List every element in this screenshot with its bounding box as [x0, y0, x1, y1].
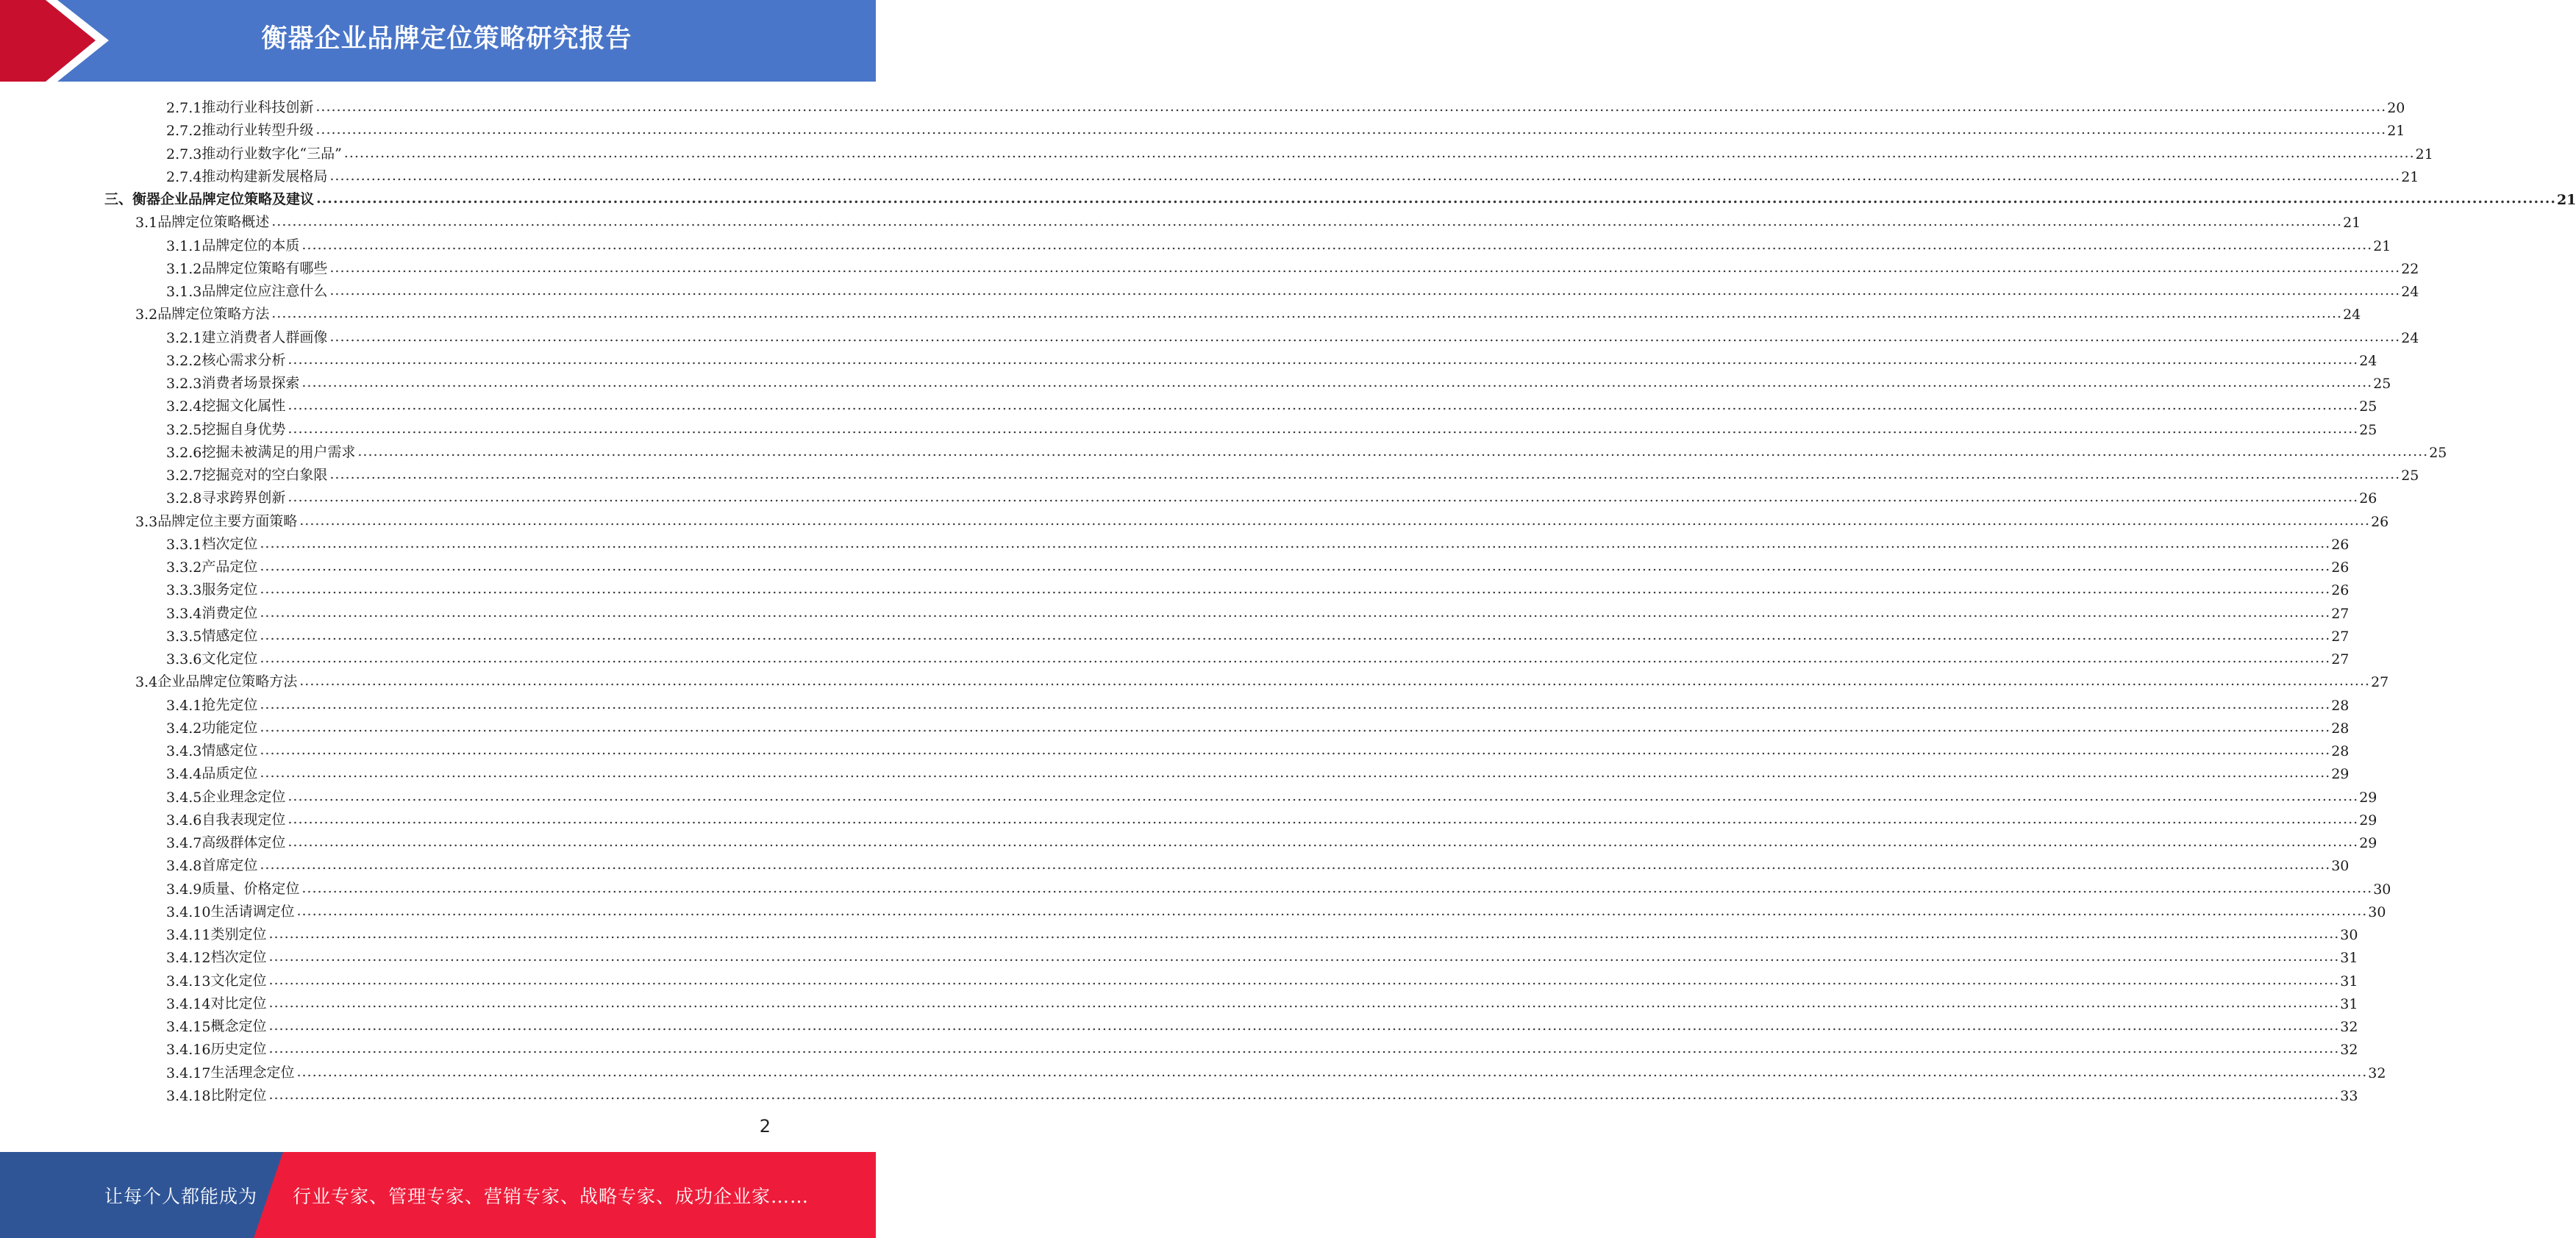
- toc-entry[interactable]: [166, 392, 2377, 415]
- toc-entry-title: 品牌定位的本质: [201, 237, 300, 254]
- toc-entry-title: 情感定位: [201, 743, 258, 759]
- toc-dot-leader: ................................................................................................................................................................................................................................................................................................................................................................................................................: [268, 926, 2340, 942]
- toc-entry[interactable]: [166, 759, 2350, 783]
- toc-dot-leader: ................................................................................................................................................................................................................................................................................................................................................................................................................: [343, 144, 2415, 161]
- toc-entry-number: 3.2.1: [166, 329, 202, 346]
- toc-entry[interactable]: [166, 967, 2358, 990]
- toc-entry-page: 28: [2331, 743, 2350, 759]
- toc-dot-leader: ................................................................................................................................................................................................................................................................................................................................................................................................................: [260, 581, 2331, 598]
- toc-entry-title: 生活理念定位: [210, 1064, 295, 1081]
- toc-entry-number: 3.4.6: [166, 812, 202, 829]
- toc-entry-number: 3.4.16: [166, 1042, 211, 1059]
- toc-entry-number: 3.4.3: [166, 743, 202, 759]
- toc-dot-leader: ................................................................................................................................................................................................................................................................................................................................................................................................................: [260, 650, 2331, 666]
- toc-entry-title: 品牌定位主要方面策略: [157, 512, 298, 529]
- toc-entry[interactable]: [166, 232, 2391, 254]
- toc-entry-title: 历史定位: [210, 1041, 267, 1058]
- toc-entry-page: 28: [2331, 720, 2350, 737]
- toc-entry-number: 2.7.4: [166, 168, 202, 185]
- toc-entry-number: 3.3.1: [166, 536, 202, 553]
- toc-entry-title: 推动行业转型升级: [201, 122, 314, 139]
- toc-dot-leader: ................................................................................................................................................................................................................................................................................................................................................................................................................: [260, 742, 2331, 758]
- toc-entry-page: 21: [2556, 192, 2576, 208]
- toc-dot-leader: ................................................................................................................................................................................................................................................................................................................................................................................................................: [268, 994, 2340, 1011]
- toc-dot-leader: ................................................................................................................................................................................................................................................................................................................................................................................................................: [260, 558, 2331, 574]
- footer-slogan-left: 让每个人都能成为: [104, 1186, 258, 1207]
- toc-entry-page: 20: [2387, 100, 2405, 116]
- toc-entry-number: 3.2.5: [166, 421, 202, 438]
- toc-entry-number: 3.1.3: [166, 284, 202, 300]
- toc-entry-page: 24: [2343, 307, 2361, 323]
- toc-entry[interactable]: [166, 140, 2433, 162]
- toc-entry-title: 消费定位: [201, 604, 258, 621]
- toc-dot-leader: ................................................................................................................................................................................................................................................................................................................................................................................................................: [315, 121, 2387, 138]
- toc-entry-title: 挖掘未被满足的用户需求: [201, 443, 356, 460]
- toc-entry[interactable]: [166, 415, 2377, 438]
- toc-entry[interactable]: [166, 920, 2358, 943]
- toc-entry[interactable]: [166, 277, 2419, 300]
- toc-entry[interactable]: [166, 943, 2358, 967]
- toc-entry[interactable]: [104, 185, 2576, 208]
- toc-entry-page: 21: [2401, 168, 2419, 185]
- toc-entry[interactable]: [166, 851, 2350, 875]
- toc-entry-page: 29: [2359, 812, 2377, 829]
- toc-dot-leader: ................................................................................................................................................................................................................................................................................................................................................................................................................: [296, 1063, 2368, 1080]
- toc-entry-title: 情感定位: [201, 627, 258, 644]
- toc-entry-title: 挖掘文化属性: [201, 398, 286, 415]
- toc-entry-title: 功能定位: [201, 719, 258, 736]
- toc-entry-number: 3.1: [135, 215, 158, 232]
- toc-entry-number: 3.1.1: [166, 237, 202, 254]
- toc-dot-leader: ................................................................................................................................................................................................................................................................................................................................................................................................................: [357, 443, 2429, 459]
- toc-entry-number: 3.4.17: [166, 1065, 211, 1081]
- toc-entry-page: 26: [2359, 490, 2377, 507]
- toc-entry[interactable]: [166, 714, 2350, 737]
- toc-entry-page: 26: [2371, 513, 2389, 530]
- toc-entry[interactable]: [166, 990, 2358, 1012]
- toc-entry-page: 30: [2373, 881, 2391, 898]
- toc-entry-page: 25: [2373, 376, 2391, 392]
- toc-entry-page: 30: [2331, 858, 2350, 875]
- toc-entry-page: 22: [2401, 260, 2419, 277]
- toc-entry-title: 品牌定位策略方法: [157, 306, 270, 323]
- toc-entry-title: 品牌定位策略概述: [157, 214, 270, 231]
- toc-entry-number: 3.4: [135, 674, 158, 691]
- toc-entry-number: 2.7.2: [166, 123, 202, 140]
- toc-dot-leader: ................................................................................................................................................................................................................................................................................................................................................................................................................: [260, 626, 2331, 643]
- toc-dot-leader: ................................................................................................................................................................................................................................................................................................................................................................................................................: [288, 834, 2359, 850]
- toc-entry-number: 3.3.6: [166, 651, 202, 668]
- toc-entry-title: 推动构建新发展格局: [201, 168, 328, 185]
- toc-entry-page: 31: [2340, 995, 2358, 1012]
- toc-entry-page: 28: [2331, 697, 2350, 714]
- toc-entry-title: 档次定位: [201, 535, 258, 552]
- toc-entry-number: 3.4.15: [166, 1019, 211, 1035]
- toc-dot-leader: ................................................................................................................................................................................................................................................................................................................................................................................................................: [260, 604, 2331, 620]
- toc-entry-number: 3.1.2: [166, 260, 202, 277]
- toc-dot-leader: ................................................................................................................................................................................................................................................................................................................................................................................................................: [268, 971, 2340, 988]
- toc-entry-page: 27: [2331, 651, 2350, 668]
- toc-entry-page: 32: [2340, 1042, 2358, 1059]
- toc-entry-number: 3.4.1: [166, 697, 202, 714]
- toc-entry-title: 质量、价格定位: [201, 880, 300, 897]
- toc-entry-page: 32: [2368, 1065, 2386, 1081]
- toc-entry-title: 高级群体定位: [201, 834, 286, 851]
- toc-entry[interactable]: [166, 162, 2419, 185]
- toc-entry-number: 3.4.7: [166, 835, 202, 851]
- toc-entry-number: 2.7.3: [166, 146, 202, 162]
- toc-entry-title: 产品定位: [201, 559, 258, 575]
- toc-entry[interactable]: [166, 829, 2377, 851]
- toc-entry-page: 25: [2401, 468, 2419, 484]
- toc-dot-leader: ................................................................................................................................................................................................................................................................................................................................................................................................................: [316, 190, 2556, 207]
- report-title: 衡器企业品牌定位策略研究报告: [261, 24, 632, 54]
- footer-slogan-right: 行业专家、管理专家、营销专家、战略专家、成功企业家……: [293, 1186, 810, 1207]
- toc-entry-number: 3.2: [135, 307, 158, 323]
- toc-entry-title: 概念定位: [210, 1018, 267, 1034]
- toc-entry-page: 32: [2340, 1019, 2358, 1035]
- toc-entry-page: 21: [2415, 146, 2433, 162]
- toc-entry-page: 21: [2373, 237, 2391, 254]
- toc-entry-title: 服务定位: [201, 582, 258, 598]
- toc-entry-page: 21: [2387, 123, 2405, 140]
- toc-entry-number: 3.2.6: [166, 444, 202, 461]
- toc-entry[interactable]: [166, 323, 2419, 346]
- toc-dot-leader: ................................................................................................................................................................................................................................................................................................................................................................................................................: [288, 810, 2359, 827]
- toc-dot-leader: ................................................................................................................................................................................................................................................................................................................................................................................................................: [260, 695, 2331, 712]
- toc-dot-leader: ................................................................................................................................................................................................................................................................................................................................................................................................................: [260, 534, 2331, 551]
- toc-entry-title: 文化定位: [210, 972, 267, 989]
- toc-entry-title: 企业品牌定位策略方法: [157, 673, 298, 690]
- toc-entry-title: 挖掘竞对的空白象限: [201, 467, 328, 483]
- toc-entry[interactable]: [166, 806, 2377, 829]
- toc-entry[interactable]: [135, 507, 2389, 530]
- toc-entry[interactable]: [166, 1081, 2358, 1104]
- toc-entry-title: 抢先定位: [201, 696, 258, 713]
- toc-dot-leader: ................................................................................................................................................................................................................................................................................................................................................................................................................: [329, 167, 2401, 184]
- toc-entry-page: 25: [2359, 421, 2377, 438]
- toc-entry-page: 30: [2368, 904, 2386, 920]
- toc-entry[interactable]: [166, 530, 2350, 553]
- toc-entry[interactable]: [166, 875, 2391, 898]
- toc-entry[interactable]: [166, 484, 2377, 507]
- toc-dot-leader: ................................................................................................................................................................................................................................................................................................................................................................................................................: [271, 305, 2343, 322]
- toc-dot-leader: ................................................................................................................................................................................................................................................................................................................................................................................................................: [260, 765, 2331, 781]
- toc-dot-leader: ................................................................................................................................................................................................................................................................................................................................................................................................................: [288, 351, 2359, 368]
- toc-entry-page: 30: [2340, 927, 2358, 943]
- toc-entry-number: 三、: [104, 191, 133, 207]
- toc-entry-number: 3.4.13: [166, 973, 211, 990]
- toc-entry[interactable]: [166, 645, 2350, 668]
- toc-entry-page: 29: [2359, 789, 2377, 806]
- toc-dot-leader: ................................................................................................................................................................................................................................................................................................................................................................................................................: [268, 1040, 2340, 1057]
- toc-entry-page: 26: [2331, 536, 2350, 553]
- toc-entry-title: 对比定位: [210, 995, 267, 1012]
- toc-dot-leader: ................................................................................................................................................................................................................................................................................................................................................................................................................: [315, 99, 2387, 115]
- toc-entry-page: 26: [2331, 559, 2350, 576]
- toc-entry[interactable]: [166, 783, 2377, 806]
- toc-dot-leader: ................................................................................................................................................................................................................................................................................................................................................................................................................: [271, 213, 2343, 230]
- toc-entry-page: 21: [2343, 215, 2361, 232]
- toc-entry[interactable]: [166, 1035, 2358, 1059]
- toc-entry-number: 3.3.3: [166, 582, 202, 599]
- toc-entry-title: 推动行业科技创新: [201, 99, 314, 115]
- toc-entry[interactable]: [166, 622, 2350, 645]
- toc-entry-page: 29: [2359, 835, 2377, 851]
- toc-entry[interactable]: [166, 898, 2386, 920]
- toc-dot-leader: ................................................................................................................................................................................................................................................................................................................................................................................................................: [302, 236, 2373, 253]
- toc-entry-page: 27: [2331, 628, 2350, 645]
- toc-entry[interactable]: [166, 599, 2350, 622]
- toc-dot-leader: ................................................................................................................................................................................................................................................................................................................................................................................................................: [329, 328, 2401, 345]
- toc-entry-title: 首席定位: [201, 857, 258, 874]
- toc-entry[interactable]: [166, 576, 2350, 599]
- toc-entry-number: 3.4.12: [166, 950, 211, 967]
- toc-dot-leader: ................................................................................................................................................................................................................................................................................................................................................................................................................: [302, 879, 2373, 896]
- page-header: [0, 0, 876, 82]
- toc-dot-leader: ................................................................................................................................................................................................................................................................................................................................................................................................................: [288, 489, 2359, 506]
- toc-entry-number: 3.4.8: [166, 858, 202, 875]
- toc-dot-leader: ................................................................................................................................................................................................................................................................................................................................................................................................................: [260, 718, 2331, 735]
- toc-entry-title: 寻求跨界创新: [201, 490, 286, 507]
- toc-dot-leader: ................................................................................................................................................................................................................................................................................................................................................................................................................: [299, 673, 2371, 690]
- toc-entry[interactable]: [166, 438, 2447, 461]
- toc-entry-page: 31: [2340, 973, 2358, 990]
- toc-entry-title: 比附定位: [210, 1087, 267, 1103]
- toc-entry-number: 3.2.8: [166, 490, 202, 507]
- toc-entry-page: 25: [2429, 444, 2447, 461]
- toc-entry-number: 3.4.5: [166, 789, 202, 806]
- toc-entry-page: 33: [2340, 1087, 2358, 1104]
- toc-entry-page: 29: [2331, 766, 2350, 783]
- toc-entry-number: 3.4.10: [166, 904, 211, 920]
- toc-entry[interactable]: [166, 553, 2350, 576]
- toc-entry-number: 2.7.1: [166, 100, 202, 116]
- toc-entry-page: 26: [2331, 582, 2350, 599]
- toc-entry-number: 3.3: [135, 513, 158, 530]
- toc-entry[interactable]: [166, 369, 2391, 392]
- toc-dot-leader: ................................................................................................................................................................................................................................................................................................................................................................................................................: [260, 856, 2331, 873]
- toc-dot-leader: ................................................................................................................................................................................................................................................................................................................................................................................................................: [329, 466, 2401, 482]
- toc-entry-number: 3.4.4: [166, 766, 202, 783]
- toc-entry[interactable]: [135, 208, 2361, 232]
- toc-entry[interactable]: [166, 93, 2405, 116]
- toc-entry-number: 3.2.3: [166, 376, 202, 392]
- toc-entry-number: 3.4.14: [166, 995, 211, 1012]
- toc-dot-leader: ................................................................................................................................................................................................................................................................................................................................................................................................................: [329, 259, 2401, 276]
- toc-entry-title: 品质定位: [201, 765, 258, 782]
- toc-entry[interactable]: [166, 737, 2350, 759]
- toc-entry-title: 类别定位: [210, 926, 267, 942]
- toc-entry-title: 品牌定位策略有哪些: [201, 260, 328, 276]
- toc-entry-title: 档次定位: [210, 949, 267, 966]
- toc-dot-leader: ................................................................................................................................................................................................................................................................................................................................................................................................................: [268, 1017, 2340, 1034]
- toc-entry-page: 31: [2340, 950, 2358, 967]
- toc-entry-title: 企业理念定位: [201, 788, 286, 805]
- toc-dot-leader: ................................................................................................................................................................................................................................................................................................................................................................................................................: [288, 397, 2359, 414]
- toc-entry-title: 衡器企业品牌定位策略及建议: [132, 191, 315, 207]
- toc-dot-leader: ................................................................................................................................................................................................................................................................................................................................................................................................................: [296, 902, 2368, 919]
- toc-entry[interactable]: [166, 116, 2405, 140]
- toc-entry-title: 推动行业数字化“三品”: [201, 145, 342, 162]
- toc-entry[interactable]: [166, 1059, 2386, 1081]
- toc-entry[interactable]: [166, 346, 2377, 369]
- toc-dot-leader: ................................................................................................................................................................................................................................................................................................................................................................................................................: [288, 787, 2359, 804]
- toc-entry-title: 生活请调定位: [210, 903, 295, 920]
- toc-entry[interactable]: [166, 461, 2419, 484]
- toc-entry[interactable]: [166, 1012, 2358, 1035]
- toc-entry-number: 3.2.4: [166, 398, 202, 415]
- toc-dot-leader: ................................................................................................................................................................................................................................................................................................................................................................................................................: [299, 512, 2371, 529]
- toc-entry-page: 24: [2401, 284, 2419, 300]
- toc-entry-title: 核心需求分析: [201, 351, 286, 368]
- toc-entry-number: 3.3.5: [166, 628, 202, 645]
- toc-dot-leader: ................................................................................................................................................................................................................................................................................................................................................................................................................: [288, 420, 2359, 437]
- toc-entry-title: 文化定位: [201, 651, 258, 667]
- toc-entry-title: 挖掘自身优势: [201, 421, 286, 437]
- page-number: 2: [759, 1116, 771, 1137]
- toc-entry[interactable]: [166, 691, 2350, 714]
- toc-entry-number: 3.3.2: [166, 559, 202, 576]
- toc-entry[interactable]: [135, 668, 2389, 691]
- toc-entry-number: 3.4.11: [166, 927, 211, 943]
- toc-entry-number: 3.2.2: [166, 352, 202, 369]
- toc-entry[interactable]: [166, 254, 2419, 277]
- toc-dot-leader: ................................................................................................................................................................................................................................................................................................................................................................................................................: [329, 282, 2401, 298]
- toc-dot-leader: ................................................................................................................................................................................................................................................................................................................................................................................................................: [268, 1086, 2340, 1103]
- toc-entry-number: 3.3.4: [166, 605, 202, 622]
- toc-entry-number: 3.2.7: [166, 468, 202, 484]
- toc-entry-number: 3.4.2: [166, 720, 202, 737]
- toc-entry-title: 消费者场景探索: [201, 375, 300, 391]
- toc-dot-leader: ................................................................................................................................................................................................................................................................................................................................................................................................................: [302, 374, 2373, 390]
- toc-entry-title: 自我表现定位: [201, 811, 286, 828]
- toc-entry-title: 建立消费者人群画像: [201, 329, 328, 346]
- toc-entry-page: 27: [2331, 605, 2350, 622]
- toc-entry-number: 3.4.9: [166, 881, 202, 898]
- toc-entry-page: 25: [2359, 398, 2377, 415]
- toc-entry-page: 24: [2359, 352, 2377, 369]
- toc-dot-leader: ................................................................................................................................................................................................................................................................................................................................................................................................................: [268, 948, 2340, 965]
- toc-entry-number: 3.4.18: [166, 1087, 211, 1104]
- toc-entry-page: 24: [2401, 329, 2419, 346]
- toc-entry[interactable]: [135, 300, 2361, 323]
- toc-entry-page: 27: [2371, 674, 2389, 691]
- toc-entry-title: 品牌定位应注意什么: [201, 283, 328, 299]
